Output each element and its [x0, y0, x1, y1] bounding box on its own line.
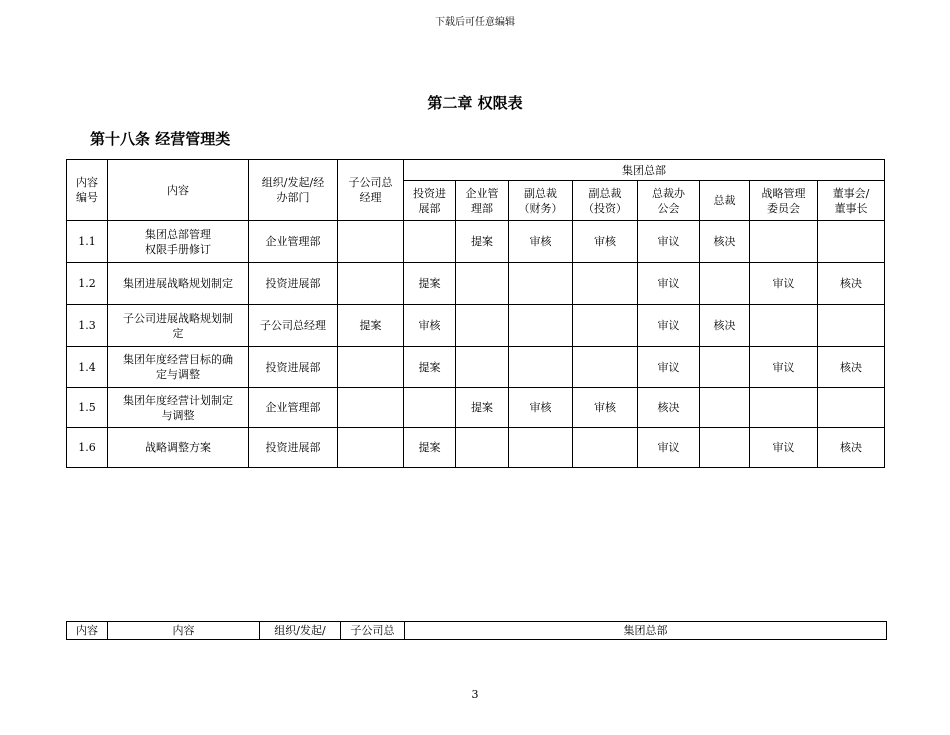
cell-enterprise: 提案	[456, 388, 509, 428]
cell-president	[700, 263, 750, 305]
cell-vp-inv: 审核	[573, 221, 638, 263]
cell-org: 投资进展部	[249, 263, 338, 305]
authority-table	[66, 159, 885, 468]
cell-vp-fin	[509, 263, 573, 305]
header-president: 总裁	[700, 181, 750, 221]
table-row	[67, 221, 885, 263]
cell-id: 1.6	[67, 428, 108, 468]
cell-org: 企业管理部	[249, 221, 338, 263]
cell-vp-inv	[573, 263, 638, 305]
cell-enterprise	[456, 428, 509, 468]
cell-president: 核决	[700, 305, 750, 347]
continuation-header-org: 组织/发起/	[260, 622, 341, 640]
cell-enterprise	[456, 263, 509, 305]
header-id: 内容 编号	[67, 160, 108, 221]
table-row	[67, 428, 885, 468]
cell-strategy	[750, 305, 818, 347]
cell-org: 投资进展部	[249, 428, 338, 468]
cell-content: 战略调整方案	[108, 428, 249, 468]
cell-strategy	[750, 221, 818, 263]
cell-strategy: 审议	[750, 347, 818, 388]
cell-president	[700, 428, 750, 468]
table-row	[67, 305, 885, 347]
cell-enterprise	[456, 347, 509, 388]
page-header-note: 下载后可任意编辑	[435, 17, 515, 28]
continuation-table	[66, 621, 887, 640]
cell-board	[818, 221, 885, 263]
cell-president	[700, 388, 750, 428]
cell-invest	[404, 388, 456, 428]
cell-vp-fin: 审核	[509, 221, 573, 263]
cell-invest	[404, 221, 456, 263]
cell-board: 核决	[818, 263, 885, 305]
cell-vp-inv: 审核	[573, 388, 638, 428]
header-invest: 投资进 展部	[404, 181, 456, 221]
cell-invest: 审核	[404, 305, 456, 347]
continuation-header-id: 内容	[67, 622, 108, 640]
article-title: 第十八条 经营管理类	[90, 130, 231, 148]
header-vp-invest: 副总裁 （投资）	[573, 181, 638, 221]
header-enterprise: 企业管 理部	[456, 181, 509, 221]
table-row	[67, 263, 885, 305]
cell-id: 1.5	[67, 388, 108, 428]
table-body	[67, 221, 885, 468]
cell-president	[700, 347, 750, 388]
cell-enterprise: 提案	[456, 221, 509, 263]
cell-vp-fin	[509, 305, 573, 347]
cell-strategy: 审议	[750, 263, 818, 305]
cell-office: 审议	[638, 305, 700, 347]
cell-office: 审议	[638, 347, 700, 388]
cell-invest: 提案	[404, 428, 456, 468]
cell-sub-gm	[338, 221, 404, 263]
header-content: 内容	[108, 160, 249, 221]
cell-office: 审议	[638, 263, 700, 305]
header-strategy-committee: 战略管理 委员会	[750, 181, 818, 221]
cell-org: 子公司总经理	[249, 305, 338, 347]
page-number: 3	[471, 688, 479, 701]
cell-vp-inv	[573, 428, 638, 468]
cell-org: 企业管理部	[249, 388, 338, 428]
cell-sub-gm	[338, 428, 404, 468]
cell-president: 核决	[700, 221, 750, 263]
cell-invest: 提案	[404, 347, 456, 388]
cell-board	[818, 305, 885, 347]
cell-vp-fin	[509, 428, 573, 468]
cell-sub-gm	[338, 388, 404, 428]
cell-vp-inv	[573, 305, 638, 347]
cell-office: 核决	[638, 388, 700, 428]
header-sub-gm: 子公司总 经理	[338, 160, 404, 221]
cell-strategy	[750, 388, 818, 428]
cell-sub-gm	[338, 347, 404, 388]
header-vp-finance: 副总裁 （财务）	[509, 181, 573, 221]
cell-content: 集团总部管理 权限手册修订	[108, 221, 249, 263]
cell-vp-fin	[509, 347, 573, 388]
cell-vp-inv	[573, 347, 638, 388]
cell-id: 1.2	[67, 263, 108, 305]
cell-content: 集团进展战略规划制定	[108, 263, 249, 305]
cell-office: 审议	[638, 428, 700, 468]
continuation-header-content: 内容	[108, 622, 260, 640]
table-row	[67, 388, 885, 428]
cell-office: 审议	[638, 221, 700, 263]
cell-vp-fin: 审核	[509, 388, 573, 428]
header-org: 组织/发起/经 办部门	[249, 160, 338, 221]
cell-invest: 提案	[404, 263, 456, 305]
continuation-header-group-hq: 集团总部	[405, 622, 887, 640]
cell-enterprise	[456, 305, 509, 347]
cell-sub-gm	[338, 263, 404, 305]
cell-strategy: 审议	[750, 428, 818, 468]
header-president-office: 总裁办 公会	[638, 181, 700, 221]
cell-sub-gm: 提案	[338, 305, 404, 347]
continuation-header-sub-gm: 子公司总	[341, 622, 405, 640]
cell-content: 子公司进展战略规划制 定	[108, 305, 249, 347]
cell-id: 1.3	[67, 305, 108, 347]
header-board: 董事会/ 董事长	[818, 181, 885, 221]
header-group-hq: 集团总部	[404, 160, 885, 181]
table-row	[67, 347, 885, 388]
chapter-title: 第二章 权限表	[427, 94, 523, 112]
cell-board: 核决	[818, 428, 885, 468]
cell-content: 集团年度经营计划制定 与调整	[108, 388, 249, 428]
cell-content: 集团年度经营目标的确 定与调整	[108, 347, 249, 388]
cell-id: 1.1	[67, 221, 108, 263]
cell-board: 核决	[818, 347, 885, 388]
cell-board	[818, 388, 885, 428]
cell-org: 投资进展部	[249, 347, 338, 388]
cell-id: 1.4	[67, 347, 108, 388]
